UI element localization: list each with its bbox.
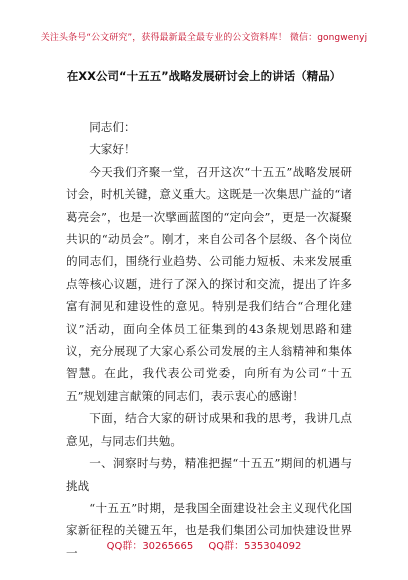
header-banner: 关注头条号“公文研究”，获得最新最全最专业的公文资料库！ 微信：gongwenyj: [40, 33, 368, 43]
greeting: 大家好！: [89, 142, 136, 157]
footer-contact: [0, 537, 408, 552]
salutation: 同志们：: [89, 120, 136, 134]
document-title: 在XX公司“十五五”战略发展研讨会上的讲话（精品）: [66, 69, 342, 83]
document-body: [66, 116, 352, 564]
body-paragraph-3: “十五五”时期，是我国全面建设社会主义现代化国家新征程的关键五年，也是我们集团公司加快建设世界一: [66, 500, 352, 560]
body-paragraph-2: 下面，结合大家的研讨成果和我的思考，我讲几点意见，与同志们共勉。: [66, 411, 352, 448]
footer-qq-group-1: QQ群：30265665: [106, 541, 194, 552]
footer-qq-group-2: QQ群：535304092: [208, 541, 302, 552]
body-paragraph-1: 今天我们齐聚一堂，召开这次“十五五”战略发展研讨会，时机关键，意义重大。这既是一次集思广益的“诸葛亮会”，也是一次擘画蓝图的“定向会”，更是一次凝聚共识的“动员会”。刚才，来自公司各个层级、各个岗位的同志们，围绕行业趋势、公司能力短板、未来发展重点等核心议题，进行了深入的探讨和交流，提出了许多富有洞见和建设性的意见。特别是我们结合“合理化建议”活动，面向全体员工征集到的43条规划思路和建议，充分展现了大家心系公司发展的主人翁精神和集体智慧。在此，我代表公司党委，向所有为公司“十五五”规划建言献策的同志们，表示衷心的感谢！: [66, 164, 352, 403]
section-heading-1: 一、洞察时与势，精准把握“十五五”期间的机遇与挑战: [66, 456, 352, 493]
